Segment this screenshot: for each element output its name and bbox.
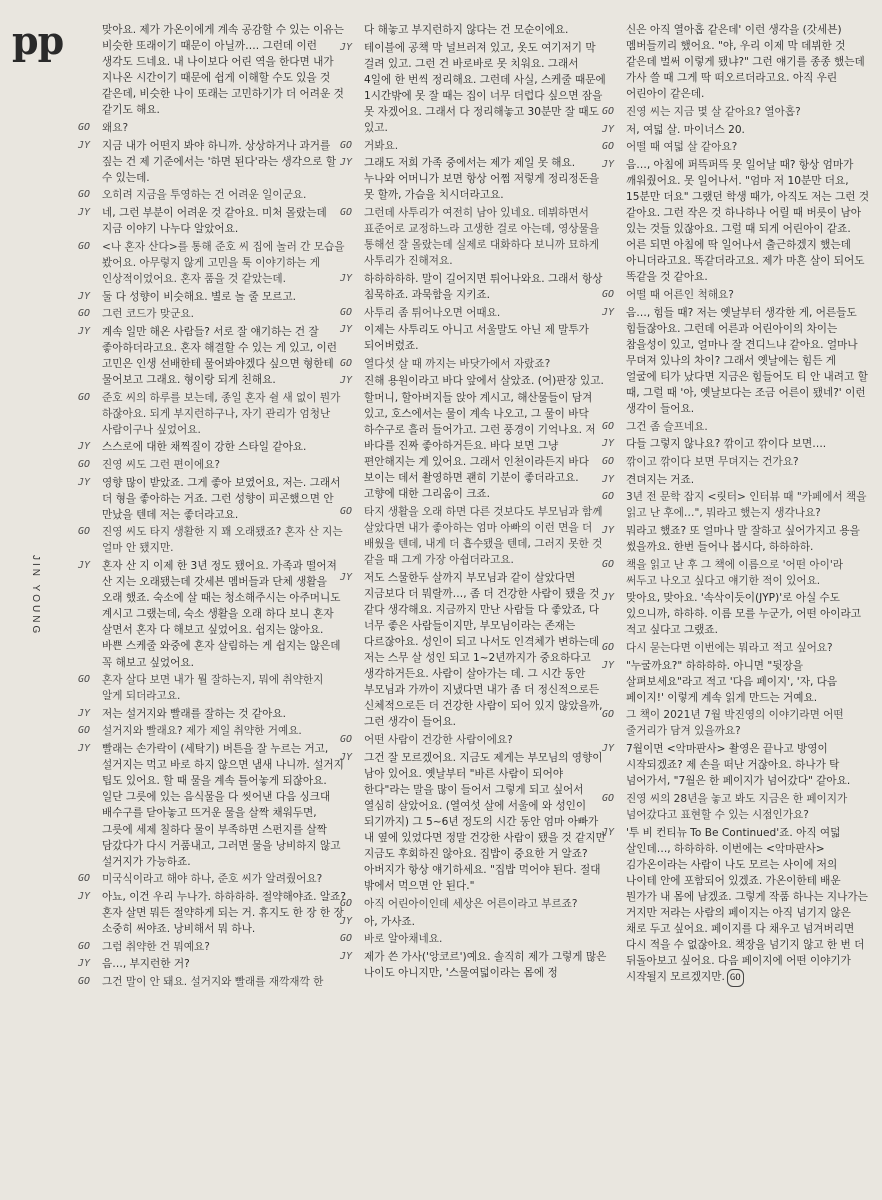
speaker-tag: JY — [78, 560, 91, 571]
speaker-tag: GO — [78, 873, 91, 885]
speaker-tag: JY — [78, 743, 91, 755]
speaker-tag: JY — [78, 290, 91, 302]
question-text — [102, 939, 346, 955]
question-text — [626, 640, 870, 656]
paragraph-text: 맞아요. 제가 가온이에게 계속 공감할 수 있는 이유는 비슷한 또래이기 때문이 아닐까…. 그런데 이런 생각도 드네요. 내 나이보다 어린 역을 한다면 내가 지나온 시간이기 때문에 쉽게 이해할 수도 있을 것 같은데, 비슷한 나이 또래는 고민하기가 더 어려운 것 같기도 해요. — [102, 24, 344, 117]
answer-text — [364, 914, 608, 930]
speaker-tag: JY — [602, 123, 615, 135]
paragraph-text: "누굴까요?" 하하하하. 아니면 "뒷장을 살펴보세요"라고 적고 '다음 페이지', '자, 다음 페이지!' 이렇게 계속 읽게 만드는 거예요. — [626, 659, 838, 704]
paragraph-text: 하하하하하. 말이 길어지면 튀어나와요. 그래서 항상 침묵하죠. 과묵함을 지키죠. — [364, 272, 603, 301]
answer-text — [364, 22, 608, 38]
paragraph-text: 테이블에 공책 막 널브러져 있고, 옷도 여기저기 막 걸려 있고. 그런 건 바로바로 못 치워요. 그래서 4일에 한 번씩 정리해요. 그런데 사실, 스케줄 때문에 1시간밖에 못 잘 때는 집이 너무 더럽다 싶으면 잠을 못 자겠어요. 그래서 다 정리해놓고 30분만 잘 때도 있고. — [364, 41, 606, 135]
qa-block — [602, 436, 870, 452]
paragraph-text: 혼자 살다 보면 내가 뭘 잘하는지, 뭐에 취약한지 알게 되더라고요. — [102, 674, 324, 703]
speaker-tag: JY — [602, 473, 615, 485]
speaker-tag: GO — [78, 975, 91, 987]
paragraph-text: 왜요? — [102, 122, 129, 135]
paragraph-text: 설거지와 빨래요? 제가 제일 취약한 거예요. — [102, 725, 302, 738]
qa-block — [340, 570, 608, 731]
speaker-tag: JY — [340, 157, 353, 169]
question-text — [626, 707, 870, 739]
speaker-tag: JY — [78, 476, 91, 488]
qa-block — [340, 896, 608, 912]
qa-block — [602, 791, 870, 823]
speaker-tag: GO — [340, 357, 353, 369]
speaker-tag: JY — [602, 306, 615, 318]
qa-block — [340, 40, 608, 137]
question-text — [102, 187, 346, 203]
paragraph-text: <나 혼자 산다>를 통해 준호 씨 집에 놀러 간 모습을 봤어요. 아무렇지 않게 고민을 툭 이야기하는 게 인상적이었어요. 혼자 품을 것 같았는데. — [102, 240, 345, 285]
speaker-tag: GO — [340, 734, 353, 746]
answer-text — [102, 289, 346, 305]
end-mark: GO — [727, 969, 744, 987]
qa-block — [340, 931, 608, 947]
speaker-tag: GO — [78, 526, 91, 538]
qa-block — [602, 707, 870, 739]
qa-block — [340, 22, 608, 38]
paragraph-text: 저는 설거지와 빨래를 잘하는 것 같아요. — [102, 707, 286, 720]
speaker-tag: JY — [602, 659, 615, 671]
paragraph-text: 빨래는 손가락이 (세탁기) 버튼을 잘 누르는 거고, 설거지는 먹고 바로 하지 않으면 냄새 나니까. 설거지 팁도 있어요. 할 때 물을 계속 틀어놓게 되잖아요. 일단 그릇에 있는 음식물을 다 씻어낸 다음 싱크대 배수구를 닫아놓고 뜨거운 물을 살짝 채워두면, 그릇에 세제 칠하다 물이 부족하면 스펀지를 살짝 담갔다가 다시 거품내고, 그러면 물을 낭비하지 않고 설거지가 가능하죠. — [102, 743, 344, 868]
question-text — [364, 205, 608, 269]
paragraph-text: 어떨 때 여덟 살 같아요? — [626, 141, 738, 154]
question-text — [102, 672, 346, 704]
qa-block — [602, 590, 870, 638]
paragraph-text: 그래도 저희 가족 중에서는 제가 제일 못 해요. 누나와 어머니가 보면 항상 어쩜 저렇게 정리정돈을 못 할까, 가슴을 치시더라고요. — [364, 157, 600, 202]
qa-block — [78, 205, 346, 237]
answer-text — [626, 741, 870, 789]
paragraph-text: 거봐요. — [364, 139, 399, 152]
question-text — [364, 504, 608, 568]
paragraph-text: 둘 다 성향이 비슷해요. 별로 놀 줄 모르고. — [102, 290, 297, 303]
speaker-tag: GO — [602, 792, 615, 804]
speaker-tag: JY — [602, 826, 615, 838]
qa-block — [602, 825, 870, 988]
qa-block — [602, 557, 870, 589]
paragraph-text: 사투리 좀 튀어나오면 어때요. — [364, 306, 501, 319]
paragraph-text: 이제는 사투리도 아니고 서울말도 아닌 제 말투가 되어버렸죠. — [364, 324, 589, 353]
paragraph-text: 뭐라고 했죠? 또 얼마나 말 잘하고 싶어가지고 용을 썼을까요. 한번 들어나 봅시다, 하하하하. — [626, 524, 860, 553]
speaker-tag: GO — [78, 725, 91, 737]
answer-text — [626, 305, 870, 418]
answer-text — [102, 475, 346, 523]
text-column-2 — [340, 22, 608, 982]
speaker-tag: JY — [602, 158, 615, 170]
paragraph-text: 신은 아직 열아홉 같은데' 이런 생각을 (갓세븐) 멤버들끼리 했어요. "야, 우리 이제 막 데뷔한 것 같은데 벌써 이렇게 됐냐?" 그런 얘기를 종종 했는데 가사 쓸 때 그게 딱 떠오르더라고요. 아직 우린 어린아이 같은데. — [626, 24, 865, 101]
question-text — [364, 732, 608, 748]
paragraph-text: 그 책이 2021년 7월 박진영의 이야기라면 어떤 줄거리가 담겨 있을까요? — [626, 709, 844, 738]
qa-block — [602, 454, 870, 470]
speaker-tag: GO — [602, 558, 615, 570]
qa-block — [340, 373, 608, 502]
qa-block — [78, 439, 346, 455]
paragraph-text: 타지 생활을 오래 하면 다른 것보다도 부모님과 함께 살았다면 내가 좋아하는 엄마 아빠의 이런 면을 더 배웠을 텐데, 내게 더 흡수됐을 텐데, 그러지 못한 것 같을 때 그게 가장 아쉽더라고요. — [364, 505, 603, 566]
side-label: JIN YOUNG — [30, 555, 41, 637]
speaker-tag: JY — [602, 592, 615, 604]
speaker-tag: GO — [602, 491, 615, 503]
paragraph-text: 깎이고 깎이다 보면 무뎌지는 건가요? — [626, 455, 799, 468]
paragraph-text: 어떤 사람이 건강한 사람이에요? — [364, 734, 513, 747]
paragraph-text: 다 해놓고 부지런하지 않다는 건 모순이에요. — [364, 24, 569, 36]
answer-text — [626, 472, 870, 488]
qa-block — [602, 472, 870, 488]
paragraph-text: 계속 일만 해온 사람들? 서로 잘 얘기하는 건 잘 좋아하더라고요. 혼자 해결할 수 있는 게 있고, 이런 고민은 인생 선배한테 물어봐야겠다 싶으면 형한테 물어보고 그래요. 형이랑 되게 친해요. — [102, 325, 337, 386]
paragraph-text: 진해 용원이라고 바다 앞에서 살았죠. (어)판장 있고. 할머니, 할아버지들 앉아 계시고, 해산물들이 담겨 있고, 호스에서는 물이 계속 나오고, 그 물이 바닥 하수구로 흘러 들어가고. 그런 풍경이 기억나요. 저 바다를 진짜 좋아하거든요. 바다 보면 그냥 편안해지는 게 있어요. 그래서 인천이라든지 바다 보이는 데서 촬영하면 괜히 기분이 좋더라고요. 고향에 대한 그리움이 크죠. — [364, 375, 604, 501]
qa-block — [602, 157, 870, 286]
speaker-tag: JY — [78, 325, 91, 337]
speaker-tag: JY — [340, 272, 353, 284]
qa-block — [78, 187, 346, 203]
speaker-tag: GO — [340, 306, 353, 318]
question-text — [626, 139, 870, 155]
question-text — [102, 524, 346, 556]
speaker-tag: JY — [78, 441, 91, 453]
qa-block — [340, 305, 608, 321]
speaker-tag: JY — [340, 41, 353, 53]
speaker-tag — [602, 22, 626, 102]
answer-text — [626, 825, 870, 988]
paragraph-text: 음…, 부지런한 거? — [102, 958, 190, 971]
qa-block — [340, 732, 608, 748]
speaker-tag: JY — [340, 324, 353, 336]
qa-block — [78, 22, 346, 119]
magazine-logo: pp — [12, 18, 64, 63]
paragraph-text: 아직 어린아이인데 세상은 어른이라고 부르죠? — [364, 897, 578, 910]
paragraph-text: 아, 가사죠. — [364, 915, 416, 928]
paragraph-text: 저도 스물한두 살까지 부모님과 같이 살았다면 지금보다 더 뭐랄까…, 좀 더 건강한 사람이 됐을 것 같다 생각해요. 지금까지 만난 사람들 다 좋았죠, 다 너무 좋은 사람들이지만, 부모님이라는 존재는 다르잖아요. 성인이 되고 나서도 인격체가 변하는데 저는 스무 살 성인 되고 1~2년까지가 중요하다고 생각하거든요. 사람이 살아가는 데. 그 시간 동안 부모님과 가까이 지냈다면 내가 좀 더 정신적으로든 신체적으로든 더 건강한 사람이 되어 있지 않았을까, 그런 생각이 들어요. — [364, 571, 603, 729]
speaker-tag: JY — [78, 890, 91, 902]
speaker-tag: GO — [340, 207, 353, 219]
paragraph-text: 맞아요, 맞아요. '속삭이듯이(JYP)'로 아실 수도 있으니까, 하하하. 이름 모를 누군가, 어떤 아이라고 적고 싶다고 그랬죠. — [626, 592, 861, 637]
answer-text — [364, 40, 608, 137]
question-text — [102, 120, 346, 136]
qa-block — [340, 750, 608, 895]
qa-block — [78, 871, 346, 887]
qa-block — [340, 138, 608, 154]
paragraph-text: 진영 씨도 타지 생활한 지 꽤 오래됐죠? 혼자 산 지는 얼마 안 됐지만. — [102, 526, 343, 555]
answer-text — [102, 22, 346, 119]
paragraph-text: 그건 좀 슬프네요. — [626, 420, 708, 433]
answer-text — [626, 157, 870, 286]
question-text — [626, 287, 870, 303]
answer-text — [102, 558, 346, 671]
paragraph-text: 진영 씨의 28년을 놓고 봐도 지금은 한 페이지가 넘어갔다고 표현할 수 있는 시점인가요? — [626, 792, 848, 821]
paragraph-text: 열다섯 살 때 까지는 바닷가에서 자랐죠? — [364, 357, 551, 370]
paragraph-text: 스스로에 대한 채찍질이 강한 스타일 같아요. — [102, 441, 307, 454]
speaker-tag: JY — [78, 707, 91, 719]
answer-text — [364, 322, 608, 354]
qa-block — [78, 939, 346, 955]
paragraph-text: 어떨 때 어른인 척해요? — [626, 289, 734, 301]
paragraph-text: 진영 씨도 그런 편이에요? — [102, 458, 221, 471]
speaker-tag: GO — [602, 709, 615, 721]
qa-block — [78, 524, 346, 556]
speaker-tag — [78, 22, 102, 119]
qa-block — [78, 558, 346, 671]
paragraph-text: 준호 씨의 하루를 보는데, 종일 혼자 쉴 새 없이 뭔가 하잖아요. 되게 부지런하구나, 자기 관리가 엄청난 사람이구나 싶었어요. — [102, 391, 341, 436]
answer-text — [102, 324, 346, 388]
speaker-tag: GO — [78, 940, 91, 952]
qa-block — [602, 419, 870, 435]
paragraph-text: 그럼 취약한 건 뭐예요? — [102, 940, 210, 953]
question-text — [626, 454, 870, 470]
qa-block — [340, 949, 608, 981]
answer-text — [626, 523, 870, 555]
speaker-tag: GO — [340, 897, 353, 909]
speaker-tag: JY — [602, 438, 615, 450]
qa-block — [602, 287, 870, 303]
question-text — [102, 457, 346, 473]
paragraph-text: 7월이면 <악마판사> 촬영은 끝나고 방영이 시작되겠죠? 제 손을 떠난 거잖아요. 하나가 탁 넘어가서, "7월은 한 페이지가 넘어갔다" 같아요. — [626, 743, 851, 788]
speaker-tag: GO — [602, 105, 615, 117]
paragraph-text: '투 비 컨티뉴 To Be Continued'죠. 아직 여덟 살인데…, 하하하하. 이번에는 <악마판사> 김가온이라는 사람이 나도 모르는 사이에 저의 나이테 안에 포함되어 있겠죠. 가온이한테 배운 뭔가가 내 몸에 남겠죠. 그렇게 작품 하나는 지나가는 거지만 저라는 사람의 페이지는 아직 넘기지 않은 채로 두고 싶어요. 페이지를 다 채우고 넘겨버리면 다시 적을 수 없잖아요. 책장을 넘기지 않고 한 번 더 뒤돌아보고 싶어요. 다음 페이지에 어떤 이야기가 시작될지 모르겠지만. — [626, 826, 868, 984]
answer-text — [364, 750, 608, 895]
paragraph-text: 그런데 사투리가 여전히 남아 있네요. 데뷔하면서 표준어로 교정하느라 고생한 걸로 아는데, 영상물을 통해선 잘 몰랐는데 실제로 대화하다 보니까 묘하게 사투리가 진해져요. — [364, 207, 600, 268]
qa-block — [602, 489, 870, 521]
answer-text — [102, 889, 346, 937]
paragraph-text: 음…, 힘들 때? 저는 옛날부터 생각한 게, 어른들도 힘들잖아요. 그런데 어른과 어린아이의 차이는 참을성이 있고, 얼마나 잘 견디느냐 같아요. 얼마나 무뎌져 있나의 차이? 그래서 옛날에는 힘든 게 얼굴에 티가 났다면 지금은 힘들어도 티 안 내려고 할 때, 그럴 때 '아, 옛날보다는 조금 어른이 됐네?' 이런 생각이 들어요. — [626, 306, 868, 416]
speaker-tag: GO — [78, 308, 91, 320]
qa-block — [340, 155, 608, 203]
answer-text — [364, 570, 608, 731]
paragraph-text: 혼자 산 지 이제 한 3년 정도 됐어요. 가족과 떨어져 산 지는 오래됐는데 갓세븐 멤버들과 단체 생활을 오래 했죠. 숙소에 살 때는 청소해주시는 아주머니도 계시고 그랬는데, 숙소 생활을 오래 하다 보니 혼자 살면서 혼자 다 해보고 싶었어요. 쉽지는 않아요. 바쁜 스케줄 와중에 혼자 살림하는 게 쉽지는 않은데 꼭 해보고 싶었어요. — [102, 560, 341, 669]
answer-text — [626, 122, 870, 138]
qa-block — [78, 974, 346, 990]
question-text — [364, 305, 608, 321]
qa-block — [78, 306, 346, 322]
speaker-tag: GO — [78, 674, 91, 686]
question-text — [102, 723, 346, 739]
question-text — [626, 791, 870, 823]
question-text — [626, 104, 870, 120]
paragraph-text: 그건 잘 모르겠어요. 지금도 제게는 부모님의 영향이 남아 있어요. 옛날부터 "바른 사람이 되어야 한다"라는 말을 많이 들어서 그렇게 되고 싶어서 열심히 살았어요. (열여섯 살에 서울에 와 성인이 되기까지) 그 5~6년 정도의 시간 동안 엄마 아빠가 내 옆에 있었다면 정말 건강한 사람이 됐을 것 같지만 지금도 후회하진 않아요. 집밥이 중요한 거 알죠? 아버지가 항상 얘기하세요. "집밥 먹어야 된다. 절대 밖에서 먹으면 안 된다." — [364, 751, 606, 893]
paragraph-text: 미국식이라고 해야 하나, 준호 씨가 알려줬어요? — [102, 873, 323, 886]
question-text — [102, 871, 346, 887]
qa-block — [340, 205, 608, 269]
speaker-tag: GO — [602, 455, 615, 467]
question-text — [364, 896, 608, 912]
speaker-tag: JY — [78, 139, 91, 151]
qa-block — [602, 658, 870, 706]
answer-text — [102, 205, 346, 237]
speaker-tag: GO — [340, 505, 353, 517]
answer-text — [626, 22, 870, 102]
qa-block — [78, 324, 346, 388]
qa-block — [602, 122, 870, 138]
speaker-tag: GO — [602, 141, 615, 153]
paragraph-text: 다시 묻는다면 이번에는 뭐라고 적고 싶어요? — [626, 641, 833, 654]
qa-block — [78, 457, 346, 473]
qa-block — [602, 104, 870, 120]
qa-block — [602, 305, 870, 418]
question-text — [626, 419, 870, 435]
speaker-tag: GO — [78, 391, 91, 403]
qa-block — [340, 271, 608, 303]
speaker-tag: GO — [340, 139, 353, 151]
question-text — [102, 390, 346, 438]
qa-block — [78, 120, 346, 136]
qa-block — [78, 889, 346, 937]
answer-text — [626, 590, 870, 638]
qa-block — [602, 139, 870, 155]
qa-block — [602, 523, 870, 555]
speaker-tag: JY — [340, 751, 353, 763]
answer-text — [626, 436, 870, 452]
qa-block — [78, 672, 346, 704]
question-text — [364, 931, 608, 947]
question-text — [102, 239, 346, 287]
qa-block — [78, 475, 346, 523]
qa-block — [602, 22, 870, 102]
speaker-tag — [340, 22, 364, 38]
question-text — [626, 557, 870, 589]
paragraph-text: 그런 코드가 맞군요. — [102, 308, 194, 321]
question-text — [102, 974, 346, 990]
speaker-tag: JY — [340, 915, 353, 927]
answer-text — [102, 706, 346, 722]
speaker-tag: GO — [78, 122, 91, 134]
question-text — [364, 138, 608, 154]
qa-block — [78, 289, 346, 305]
paragraph-text: 네, 그런 부분이 어려운 것 같아요. 미처 몰랐는데 지금 이야기 나누다 알았어요. — [102, 207, 327, 236]
paragraph-text: 음…, 아침에 퍼뜩퍼뜩 못 일어날 때? 항상 엄마가 깨워줬어요. 못 일어나서. "엄마 저 10분만 더요, 15분만 더요" 그랬던 학생 때가, 아직도 저는 그런 것 같아요. 그런 작은 것 하나하나 어릴 때 버릇이 남아 있는 것들 있잖아요. 그럴 때 되게 어린아이 같죠. 어른 되면 아침에 딱 일어나서 출근하겠지 했는데 아니더라고요. 똑같더라고요. 제가 마흔 살이 되어도 똑같을 것 같아요. — [626, 158, 870, 284]
paragraph-text: 저, 여덟 살. 마이너스 20. — [626, 123, 745, 136]
qa-block — [340, 356, 608, 372]
paragraph-text: 견뎌지는 거죠. — [626, 473, 695, 486]
paragraph-text: 제가 쓴 가사('앙코르')예요. 솔직히 제가 그렇게 많은 나이도 아니지만, '스물여덟이라는 몸에 정 — [364, 950, 607, 979]
qa-block — [602, 741, 870, 789]
speaker-tag: GO — [78, 458, 91, 470]
speaker-tag: GO — [602, 420, 615, 432]
qa-block — [78, 723, 346, 739]
question-text — [364, 356, 608, 372]
text-column-3 — [602, 22, 870, 989]
speaker-tag: JY — [78, 207, 91, 219]
qa-block — [340, 914, 608, 930]
paragraph-text: 3년 전 문학 잡지 <릿터> 인터뷰 때 "카페에서 책을 읽고 난 후에…", 뭐라고 했는지 생각나요? — [626, 491, 867, 520]
speaker-tag: JY — [340, 950, 353, 962]
paragraph-text: 책을 읽고 난 후 그 책에 이름으로 '어떤 아이'라 써두고 나오고 싶다고 얘기한 적이 있어요. — [626, 558, 843, 587]
speaker-tag: GO — [602, 641, 615, 653]
paragraph-text: 다들 그렇지 않나요? 깎이고 깎이다 보면…. — [626, 438, 827, 451]
answer-text — [102, 138, 346, 186]
answer-text — [364, 271, 608, 303]
answer-text — [364, 373, 608, 502]
qa-block — [340, 504, 608, 568]
paragraph-text: 그건 말이 안 돼요. 설거지와 빨래를 재깍재깍 한 — [102, 975, 324, 988]
paragraph-text: 오히려 지금을 투영하는 건 어려운 일이군요. — [102, 189, 307, 202]
text-column-1 — [78, 22, 346, 991]
speaker-tag: JY — [602, 743, 615, 755]
speaker-tag: JY — [340, 571, 353, 583]
answer-text — [364, 949, 608, 981]
qa-block — [78, 706, 346, 722]
answer-text — [626, 658, 870, 706]
speaker-tag: JY — [340, 375, 353, 387]
qa-block — [78, 138, 346, 186]
paragraph-text: 바로 알아채네요. — [364, 933, 443, 946]
answer-text — [364, 155, 608, 203]
answer-text — [102, 439, 346, 455]
question-text — [102, 306, 346, 322]
speaker-tag: GO — [78, 189, 91, 201]
speaker-tag: GO — [340, 933, 353, 945]
answer-text — [102, 956, 346, 972]
qa-block — [78, 239, 346, 287]
paragraph-text: 영향 많이 받았죠. 그게 좋아 보였어요, 저는. 그래서 더 형을 좋아하는 거죠. 그런 성향이 피곤했으면 안 만났을 텐데 저는 좋더라고요. — [102, 476, 341, 521]
question-text — [626, 489, 870, 521]
paragraph-text: 지금 내가 어떤지 봐야 하니까. 상상하거나 과거를 짚는 건 제 기준에서는 '하면 된다'라는 생각으로 할 수 있는데. — [102, 139, 337, 184]
qa-block — [602, 640, 870, 656]
paragraph-text: 아뇨, 이건 우리 누나가. 하하하하. 절약해야죠. 알죠? 혼자 살면 뭐든 절약하게 되는 거. 휴지도 한 장 한 장 소중히 써야죠. 낭비해서 뭐 하나. — [102, 890, 346, 936]
qa-block — [78, 956, 346, 972]
speaker-tag: JY — [602, 524, 615, 536]
qa-block — [78, 741, 346, 870]
answer-text — [102, 741, 346, 870]
paragraph-text: 진영 씨는 지금 몇 살 같아요? 열아홉? — [626, 105, 801, 118]
speaker-tag: JY — [78, 958, 91, 970]
speaker-tag: GO — [78, 240, 91, 252]
qa-block — [340, 322, 608, 354]
qa-block — [78, 390, 346, 438]
speaker-tag: GO — [602, 289, 615, 300]
